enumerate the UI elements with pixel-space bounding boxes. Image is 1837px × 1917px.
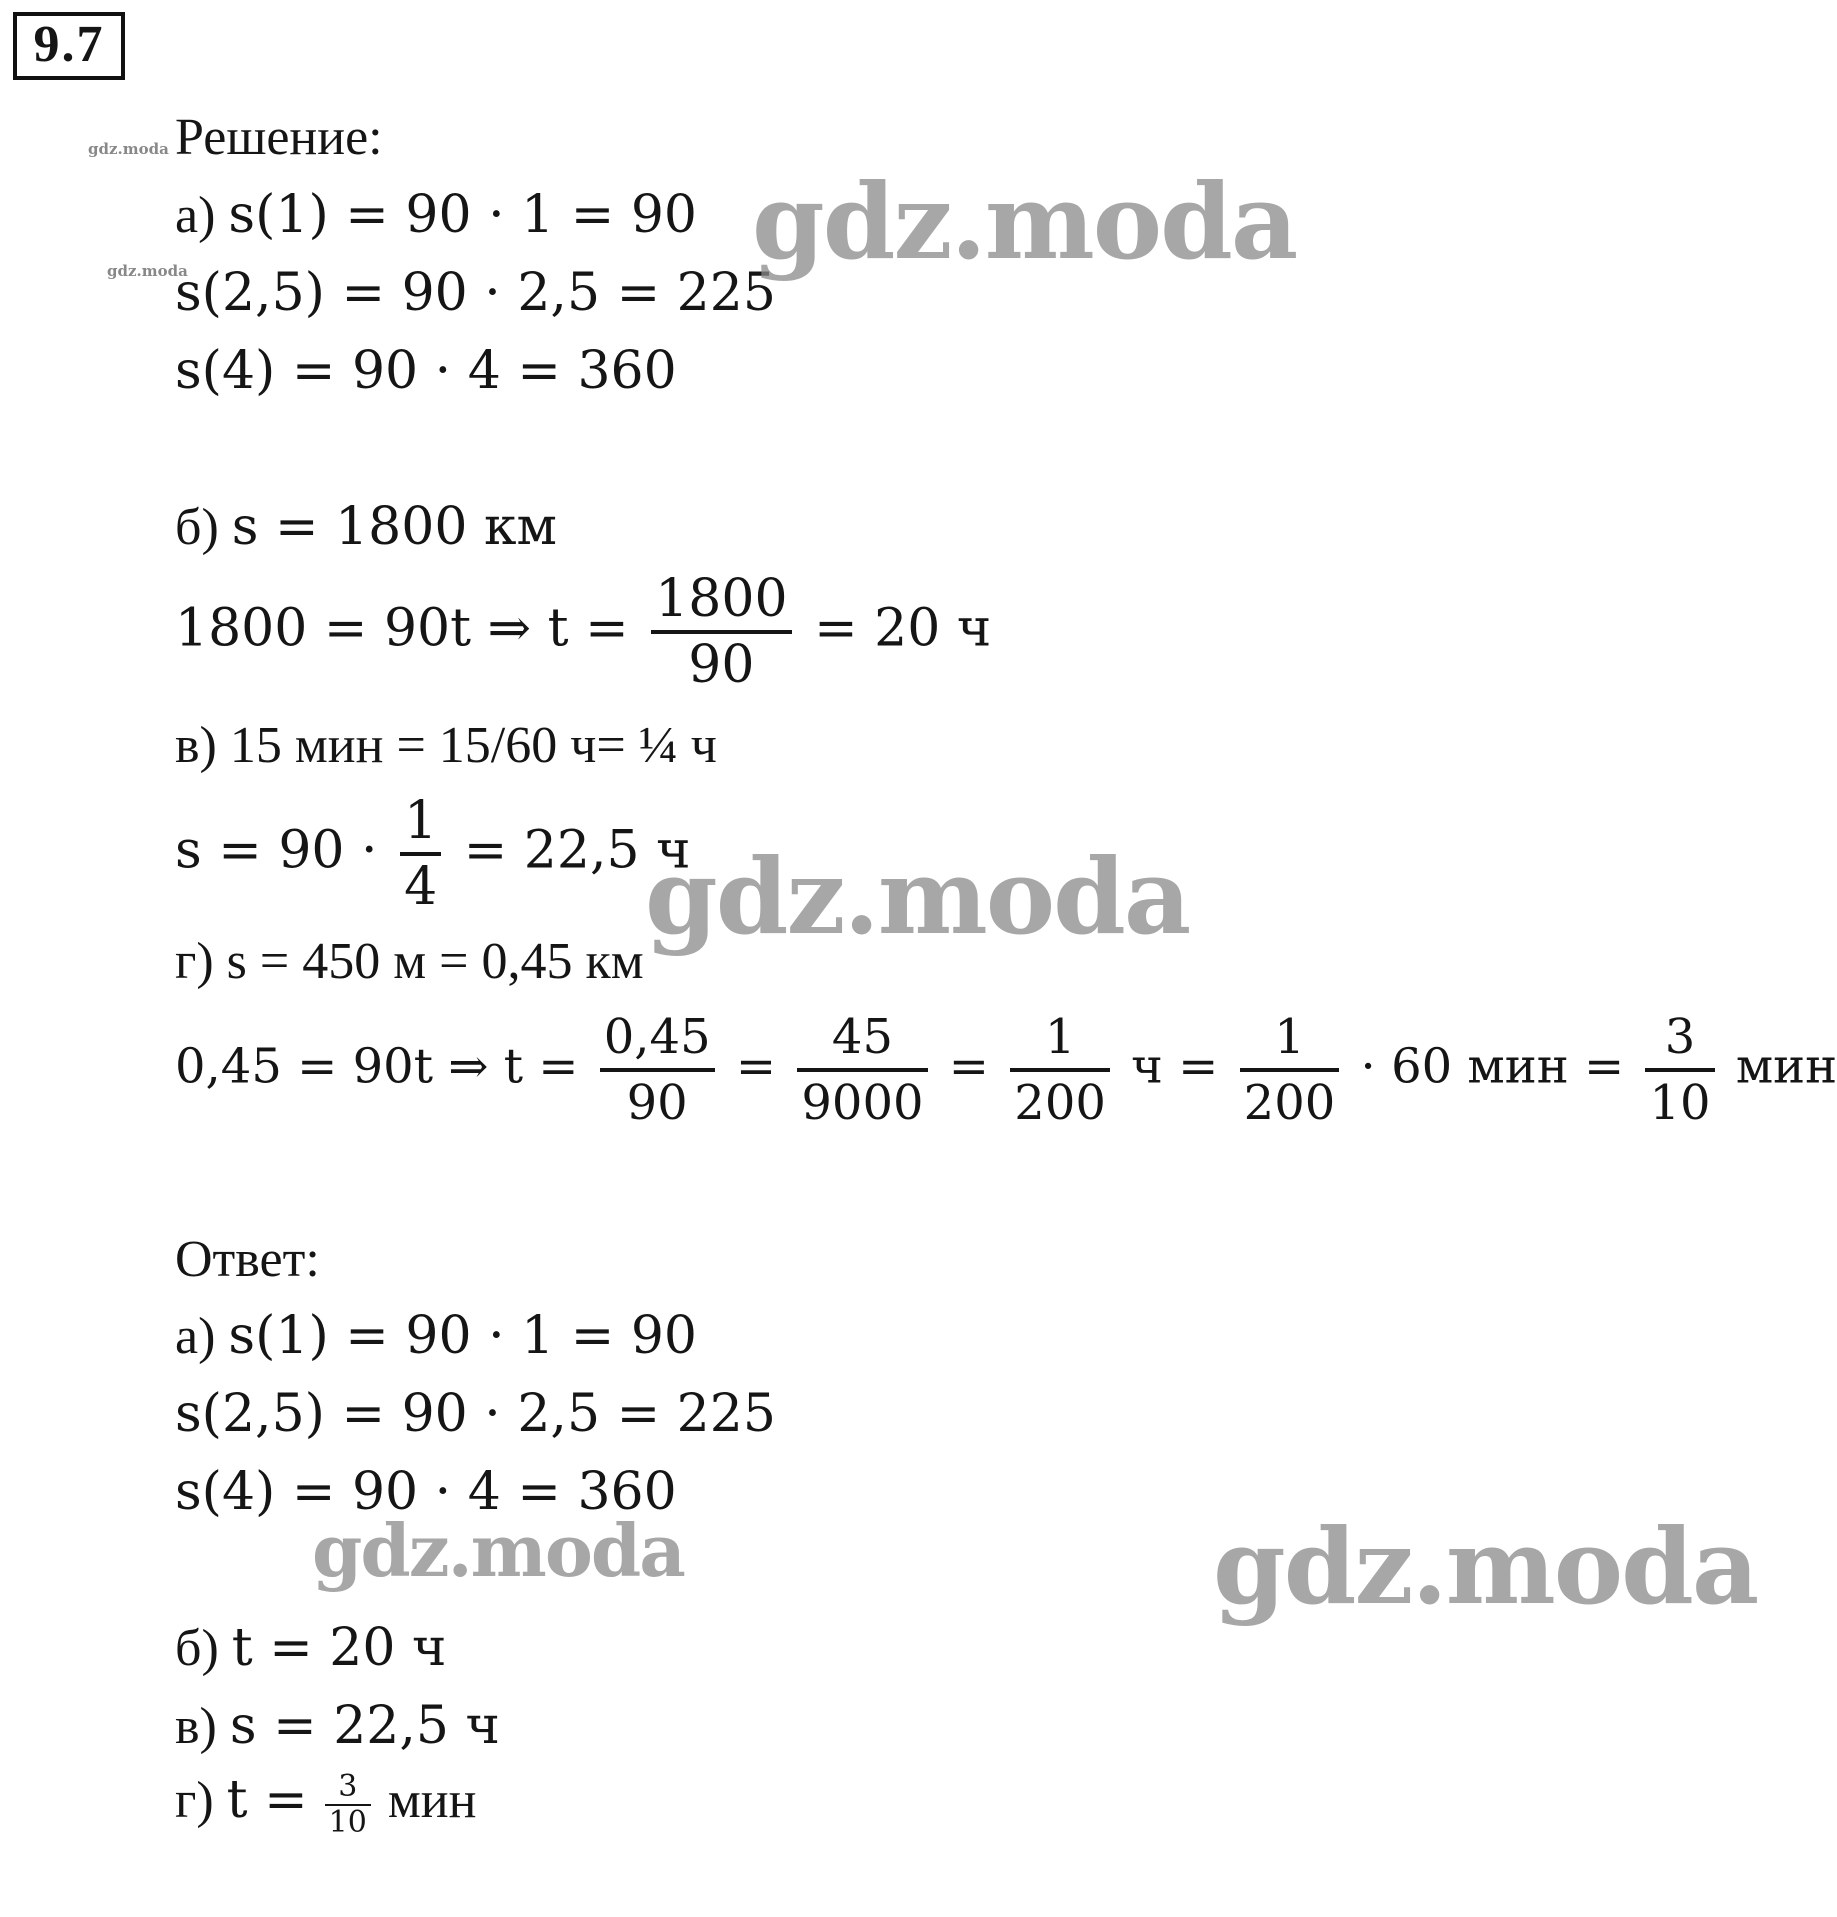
part-label: а) bbox=[175, 1308, 216, 1365]
solution-g-line1 bbox=[175, 932, 644, 992]
part-label: а) bbox=[175, 187, 216, 244]
formula: s = 450 м = 0,45 км bbox=[226, 933, 644, 990]
part-label: в) bbox=[175, 717, 217, 774]
fraction-denominator: 90 bbox=[688, 635, 755, 695]
part-label: г) bbox=[175, 933, 214, 990]
fraction bbox=[325, 1770, 371, 1840]
fraction bbox=[600, 1006, 715, 1134]
fraction-numerator: 3 bbox=[325, 1770, 371, 1806]
fraction-numerator: 3 bbox=[1645, 1006, 1714, 1072]
formula-left: t = bbox=[226, 1770, 308, 1830]
solution-a-line3: s(4) = 90 · 4 = 360 bbox=[175, 341, 677, 401]
formula: t = 20 ч bbox=[231, 1618, 447, 1678]
fraction bbox=[1645, 1006, 1714, 1134]
watermark: gdz.moda bbox=[752, 160, 1297, 283]
fraction-numerator: 1 bbox=[400, 790, 441, 856]
answer-b-line bbox=[175, 1618, 446, 1679]
fraction-denominator: 10 bbox=[1649, 1075, 1711, 1131]
fraction-numerator: 1 bbox=[1240, 1006, 1340, 1072]
answer-a-line1 bbox=[175, 1306, 697, 1367]
fraction-denominator: 200 bbox=[1243, 1075, 1336, 1131]
fraction-numerator: 0,45 bbox=[600, 1006, 715, 1072]
fraction-denominator: 10 bbox=[328, 1805, 367, 1841]
fraction bbox=[1240, 1006, 1340, 1134]
unit-text: ч = bbox=[1131, 1038, 1219, 1095]
formula-left: 1800 = 90t ⇒ t = bbox=[175, 598, 629, 659]
unit-text: мин bbox=[387, 1772, 477, 1829]
fraction-numerator: 1800 bbox=[651, 568, 791, 634]
solution-a-line1 bbox=[175, 185, 697, 246]
problem-number: 9.7 bbox=[13, 12, 125, 80]
formula: s = 22,5 ч bbox=[229, 1696, 500, 1756]
fraction bbox=[651, 568, 791, 696]
solution-v-line1 bbox=[175, 716, 717, 776]
answer-g-line bbox=[175, 1770, 476, 1840]
formula-right: = 20 ч bbox=[814, 598, 992, 659]
answer-heading: Ответ: bbox=[175, 1231, 320, 1288]
answer-a-line2: s(2,5) = 90 · 2,5 = 225 bbox=[175, 1384, 776, 1444]
fraction bbox=[797, 1006, 927, 1134]
solution-b-line2 bbox=[175, 568, 991, 696]
watermark-small: gdz.moda bbox=[107, 262, 188, 280]
fraction-denominator: 200 bbox=[1014, 1075, 1106, 1131]
fraction-denominator: 90 bbox=[626, 1075, 688, 1131]
solution-b-line1 bbox=[175, 497, 557, 558]
solution-g-line2 bbox=[175, 1006, 1837, 1134]
answer-a-line3: s(4) = 90 · 4 = 360 bbox=[175, 1462, 677, 1522]
answer-v-line bbox=[175, 1696, 500, 1757]
formula-left: s = 90 · bbox=[175, 820, 378, 881]
equals: = bbox=[948, 1038, 990, 1095]
unit-text: мин bbox=[1735, 1038, 1837, 1095]
watermark: gdz.moda bbox=[645, 835, 1190, 958]
watermark: gdz.moda bbox=[1213, 1505, 1758, 1628]
formula: 15 мин = 15/60 ч= ¼ ч bbox=[229, 717, 717, 774]
part-label: г) bbox=[175, 1772, 214, 1829]
fraction-denominator: 9000 bbox=[801, 1075, 924, 1131]
watermark: gdz.moda bbox=[312, 1508, 684, 1593]
formula: s = 1800 км bbox=[231, 497, 557, 557]
formula-left: 0,45 = 90t ⇒ t = bbox=[175, 1038, 579, 1095]
part-label: б) bbox=[175, 1620, 219, 1677]
fraction-denominator: 4 bbox=[404, 857, 438, 917]
fraction-numerator: 45 bbox=[797, 1006, 927, 1072]
formula-mid: · 60 мин = bbox=[1360, 1038, 1625, 1095]
formula: s(1) = 90 · 1 = 90 bbox=[228, 1306, 698, 1366]
watermark-small: gdz.moda bbox=[88, 140, 169, 158]
solution-heading: Решение: bbox=[175, 109, 383, 166]
part-label: б) bbox=[175, 499, 219, 556]
formula: s(1) = 90 · 1 = 90 bbox=[228, 185, 698, 245]
part-label: в) bbox=[175, 1698, 217, 1755]
solution-a-line2: s(2,5) = 90 · 2,5 = 225 bbox=[175, 263, 776, 323]
solution-v-line2 bbox=[175, 790, 691, 918]
formula-right: = 22,5 ч bbox=[463, 820, 691, 881]
fraction bbox=[1010, 1006, 1110, 1134]
equals: = bbox=[735, 1038, 777, 1095]
fraction bbox=[400, 790, 441, 918]
fraction-numerator: 1 bbox=[1010, 1006, 1110, 1072]
